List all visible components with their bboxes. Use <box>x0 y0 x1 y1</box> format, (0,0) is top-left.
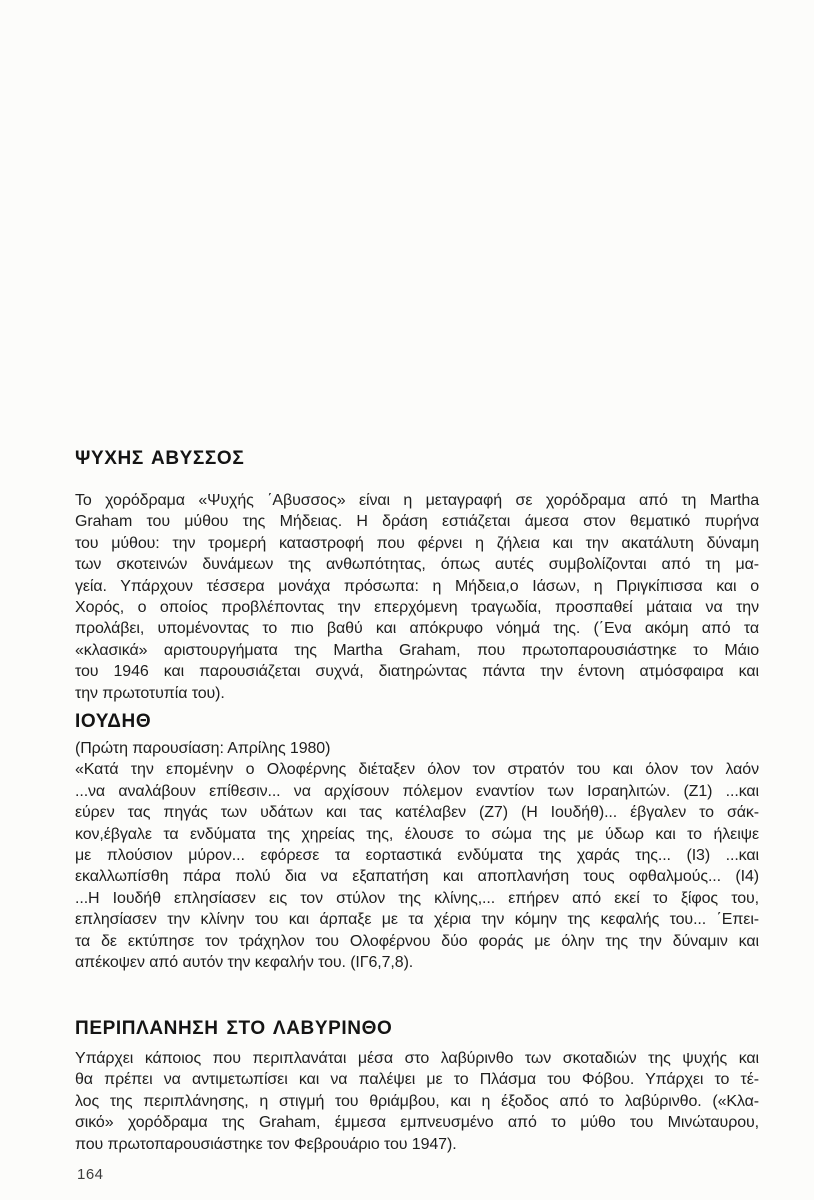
section-body-ioudith <box>75 738 759 973</box>
text-line: την πρωτοτυπία του). <box>75 684 225 702</box>
section-heading-periplanisi-sto-lavyrintho: ΠΕΡΙΠΛΑΝΗΣΗ ΣΤΟ ΛΑΒΥΡΙΝΘΟ <box>75 1018 393 1039</box>
text-line: θα πρέπει να αντιμετωπίσει και να παλέψει με το Πλάσμα του Φόβου. Υπάρχει το τέ- <box>75 1071 759 1089</box>
text-line: Χορός, ο οποίος προβλέποντας την επερχόμενη τραγωδία, προσπαθεί μάταια να την <box>75 599 759 617</box>
text-line: τα δε εκτύπησε τον τράχηλον του Ολοφέρνου δύο φοράς με όλην της την δύναμιν και <box>75 932 759 950</box>
text-line: γεία. Υπάρχουν τέσσερα μονάχα πρόσωπα: η Μήδεια,ο Ιάσων, η Πριγκίπισσα και ο <box>75 577 759 595</box>
text-line: Υπάρχει κάποιος που περιπλανάται μέσα στο λαβύρινθο των σκοταδιών της ψυχής και <box>75 1050 759 1067</box>
text-line: επλησίασεν την κλίνην του και άρπαξε με τα χέρια την κόμην της κεφαλής του... ΄Επει- <box>75 911 759 929</box>
section-heading-ioudith: ΙΟΥΔΗΘ <box>75 711 152 732</box>
page-number: 164 <box>77 1166 104 1183</box>
text-line: εκαλλωπίσθη πάρα πολύ δια να εξαπατήση και αποπλανήση τους οφθαλμούς... (Ι4) <box>75 868 759 886</box>
text-line: εύρεν τας πηγάς των υδάτων και τας κατέλαβεν (Ζ7) (Η Ιουδήθ)... έβγαλεν το σάκ- <box>75 804 759 822</box>
text-line: του μύθου: την τρομερή καταστροφή που φέρνει η ζήλεια και την ακατάλυτη δύναμη <box>75 534 759 552</box>
paragraph <box>75 490 759 704</box>
text-line: προλάβει, υπομένοντας το πιο βαθύ και απόκρυφο νόημά της. (΄Ενα ακόμη από τα <box>75 620 759 638</box>
text-line: «κλασικά» αριστουργήματα της Martha Graham, που πρωτοπαρουσιάστηκε το Μάιο <box>75 641 759 659</box>
section-heading-psychis-avyssos: ΨΥΧΗΣ ΑΒΥΣΣΟΣ <box>75 448 245 469</box>
paragraph <box>75 759 759 973</box>
paragraph <box>75 738 759 759</box>
text-line: «Κατά την επομένην ο Ολοφέρνης διέταξεν όλον τον στρατόν του και όλον τον λαόν <box>75 761 759 779</box>
text-line: του 1946 και παρουσιάζεται συχνά, διατηρώντας πάντα την έντονη ατμόσφαιρα και <box>75 663 759 681</box>
text-line: των σκοτεινών δυνάμεων της ανθωπότητας, όπως αυτές συμβολίζονται από τη μα- <box>75 556 759 574</box>
text-line: Το χορόδραμα «Ψυχής ΄Αβυσσος» είναι η μεταγραφή σε χορόδραμα από τη Martha <box>75 492 759 509</box>
text-line: ...να αναλάβουν επίθεσιν... να αρχίσουν πόλεμον εναντίον των Ισραηλιτών. (Ζ1) ...και <box>75 782 759 800</box>
text-line: απέκοψεν από αυτόν την κεφαλήν του. (ΙΓ6,7,8). <box>75 954 414 972</box>
section-body-periplanisi-sto-lavyrintho <box>75 1048 759 1155</box>
text-line: λος της περιπλάνησης, η στιγμή του θριάμβου, και η έξοδος από το λαβύρινθο. («Κλα- <box>75 1092 759 1110</box>
text-line: κον,έβγαλε τα ενδύματα της χηρείας της, έλουσε το σώμα της με ύδωρ και το ήλειψε <box>75 825 759 843</box>
text-line: Graham του μύθου της Μήδειας. Η δράση εστιάζεται άμεσα στον θεματικό πυρήνα <box>75 513 759 531</box>
text-line: που πρωτοπαρουσιάστηκε τον Φεβρουάριο του 1947). <box>75 1135 457 1153</box>
text-line: (Πρώτη παρουσίαση: Απρίλης 1980) <box>75 740 331 757</box>
text-line: με πλούσιον μύρον... εφόρεσε τα εορταστικά ενδύματα της χαράς της... (Ι3) ...και <box>75 847 759 865</box>
section-body-psychis-avyssos <box>75 490 759 704</box>
text-line: ...Η Ιουδήθ επλησίασεν εις τον στύλον της κλίνης,... επήρεν από εκεί το ξίφος του, <box>75 889 759 907</box>
text-line: σικό» χορόδραμα της Graham, έμμεσα εμπνευσμένο από το μύθο του Μινώταυρου, <box>75 1114 759 1132</box>
paragraph <box>75 1048 759 1155</box>
